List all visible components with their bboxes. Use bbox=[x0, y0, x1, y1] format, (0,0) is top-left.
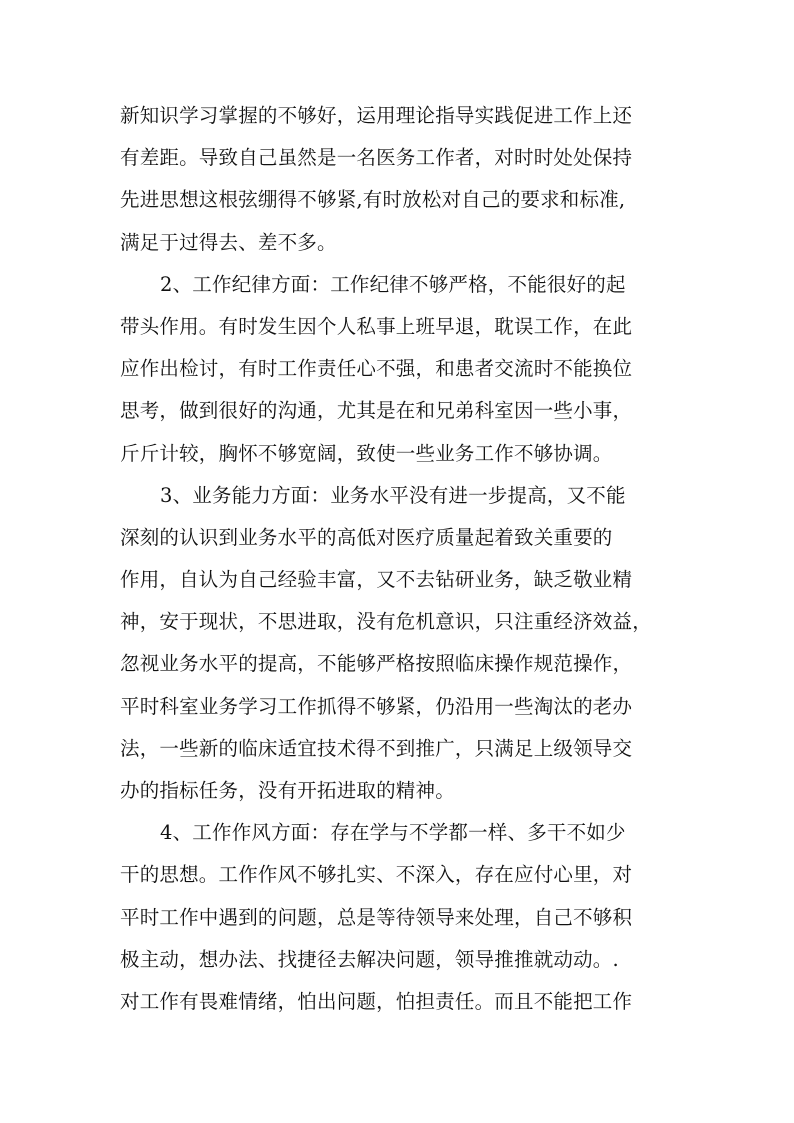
text-line: 法，一些新的临床适宜技术得不到推广，只满足上级领导交 bbox=[120, 736, 633, 760]
body-text bbox=[120, 95, 700, 1023]
text-line: 先进思想这根弦绷得不够紧,有时放松对自己的要求和标准, bbox=[120, 188, 626, 212]
text-line: 忽视业务水平的提高，不能够严格按照临床操作规范操作， bbox=[120, 652, 633, 676]
text-line: 应作出检讨，有时工作责任心不强，和患者交流时不能换位 bbox=[120, 357, 633, 381]
text-line: 斤斤计较，胸怀不够宽阔，致使一些业务工作不够协调。 bbox=[120, 441, 613, 465]
text-line: 作用，自认为自己经验丰富，又不去钻研业务，缺乏敬业精 bbox=[120, 568, 633, 592]
text-line: 满足于过得去、差不多。 bbox=[120, 230, 337, 254]
text-line: 对工作有畏难情绪，怕出问题，怕担责任。而且不能把工作 bbox=[120, 989, 633, 1013]
text-line: 干的思想。工作作风不够扎实、不深入，存在应付心里，对 bbox=[120, 863, 633, 887]
text-line: 平时科室业务学习工作抓得不够紧，仍沿用一些淘汰的老办 bbox=[120, 694, 633, 718]
text-line: 平时工作中遇到的问题，总是等待领导来处理，自己不够积 bbox=[120, 905, 633, 929]
section-heading-line: 2、工作纪律方面：工作纪律不够严格，不能很好的起 bbox=[160, 272, 626, 296]
section-heading-line: 4、工作作风方面：存在学与不学都一样、多干不如少 bbox=[160, 821, 626, 845]
text-line: 有差距。导致自己虽然是一名医务工作者，对时时处处保持 bbox=[120, 146, 633, 170]
text-line: 带头作用。有时发生因个人私事上班早退，耽误工作，在此 bbox=[120, 314, 633, 338]
text-line: 办的指标任务，没有开拓进取的精神。 bbox=[120, 779, 455, 802]
section-heading-line: 3、业务能力方面：业务水平没有进一步提高，又不能 bbox=[160, 483, 626, 507]
text-line: 神，安于现状，不思进取，没有危机意识，只注重经济效益， bbox=[120, 610, 652, 634]
text-line: 思考，做到很好的沟通，尤其是在和兄弟科室因一些小事， bbox=[120, 399, 633, 423]
text-line: 极主动，想办法、找捷径去解决问题，领导推推就动动。. bbox=[120, 947, 619, 971]
text-line: 深刻的认识到业务水平的高低对医疗质量起着致关重要的 bbox=[120, 525, 613, 549]
text-line: 新知识学习掌握的不够好，运用理论指导实践促进工作上还 bbox=[120, 104, 633, 127]
